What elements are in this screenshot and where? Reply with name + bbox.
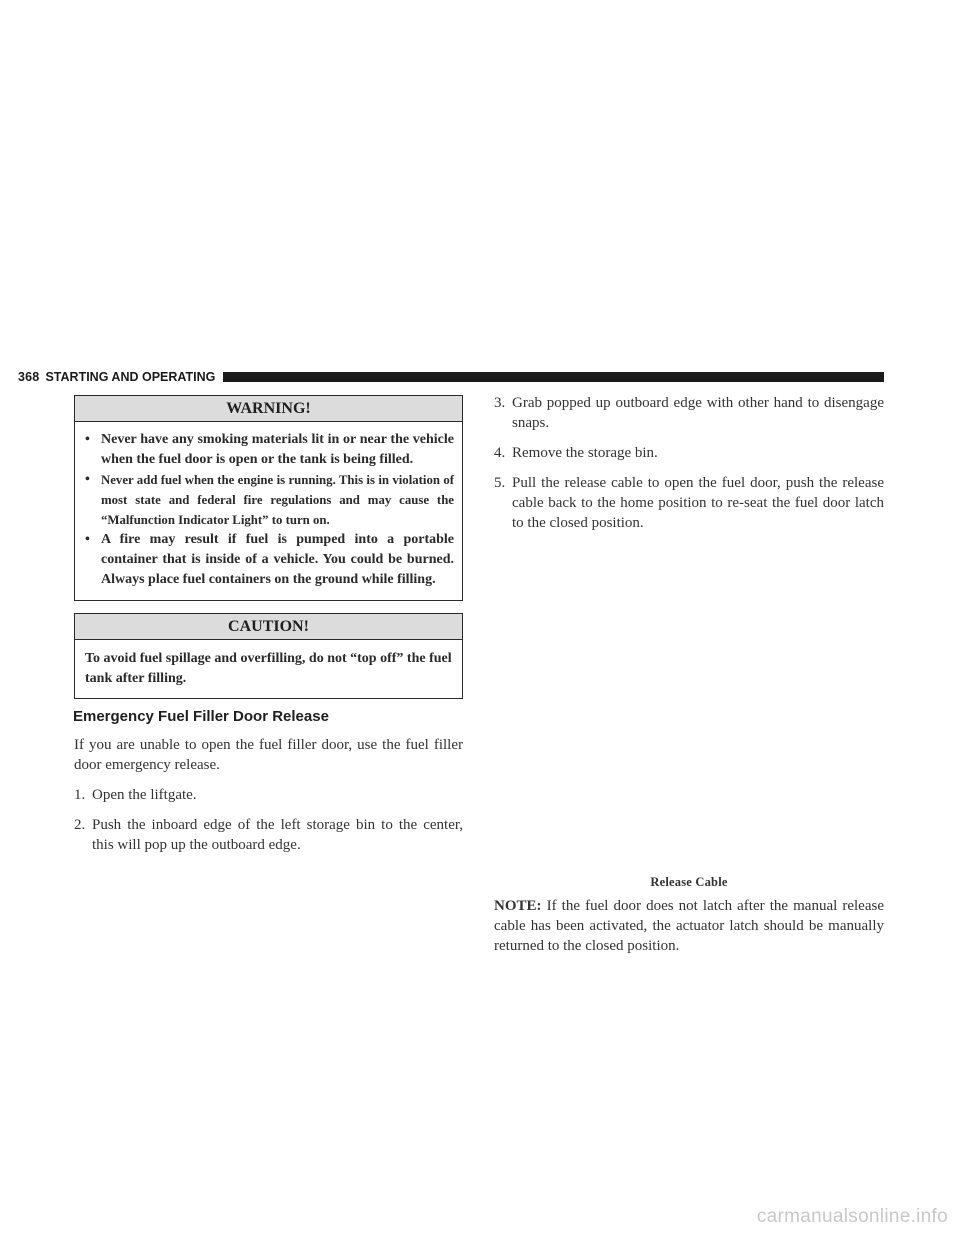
caution-text: To avoid fuel spillage and overfilling, do not “top off” the fuel tank after filling. (85, 651, 452, 686)
note-paragraph (494, 896, 884, 956)
header-rule (223, 372, 884, 382)
warning-box (74, 395, 463, 601)
warning-item: • A fire may result if fuel is pumped into a portable container that is inside of a vehicle. You could be burned. Always place fuel containers on the ground while filling. (85, 530, 454, 590)
step-number: 1. (74, 787, 86, 803)
figure-placeholder (494, 545, 884, 875)
step-number: 5. (494, 475, 506, 491)
warning-item: • Never have any smoking materials lit in or near the vehicle when the fuel door is open or the tank is being filled. (85, 430, 454, 470)
step-text: Open the liftgate. (92, 787, 197, 803)
section-heading: Emergency Fuel Filler Door Release (73, 708, 329, 725)
step-text: Pull the release cable to open the fuel door, push the release cable back to the home position to re-seat the fuel door latch to the closed position. (512, 475, 884, 531)
step-item (74, 785, 463, 805)
step-number: 4. (494, 445, 506, 461)
step-item (74, 815, 463, 855)
step-item (494, 393, 884, 433)
warning-item: • Never add fuel when the engine is running. This is in violation of most state and federal fire regulations and may cause the “Malfunction Indicator Light” to turn on. (85, 470, 454, 530)
step-item (494, 443, 884, 463)
right-column (494, 393, 884, 971)
watermark-text: carmanualsonline.info (756, 1206, 948, 1227)
page-header (18, 370, 884, 384)
note-label: NOTE: (494, 898, 542, 914)
step-text: Push the inboard edge of the left storage bin to the center, this will pop up the outboard edge. (92, 817, 463, 853)
warning-list (75, 422, 462, 600)
note-text: If the fuel door does not latch after the manual release cable has been activated, the actuator latch should be manually returned to the closed position. (494, 898, 884, 954)
section-title: STARTING AND OPERATING (45, 370, 216, 384)
intro-paragraph: If you are unable to open the fuel filler door, use the fuel filler door emergency release. (74, 737, 463, 773)
left-column (74, 395, 463, 855)
step-number: 3. (494, 395, 506, 411)
step-item (494, 473, 884, 533)
figure-caption: Release Cable (650, 875, 728, 889)
caution-title: CAUTION! (75, 614, 462, 640)
step-text: Grab popped up outboard edge with other hand to disengage snaps. (512, 395, 884, 431)
warning-title: WARNING! (75, 396, 462, 422)
caution-box (74, 613, 463, 699)
page-footer (0, 1152, 960, 1242)
step-number: 2. (74, 817, 86, 833)
step-text: Remove the storage bin. (512, 445, 658, 461)
page-number: 368 (18, 370, 40, 384)
